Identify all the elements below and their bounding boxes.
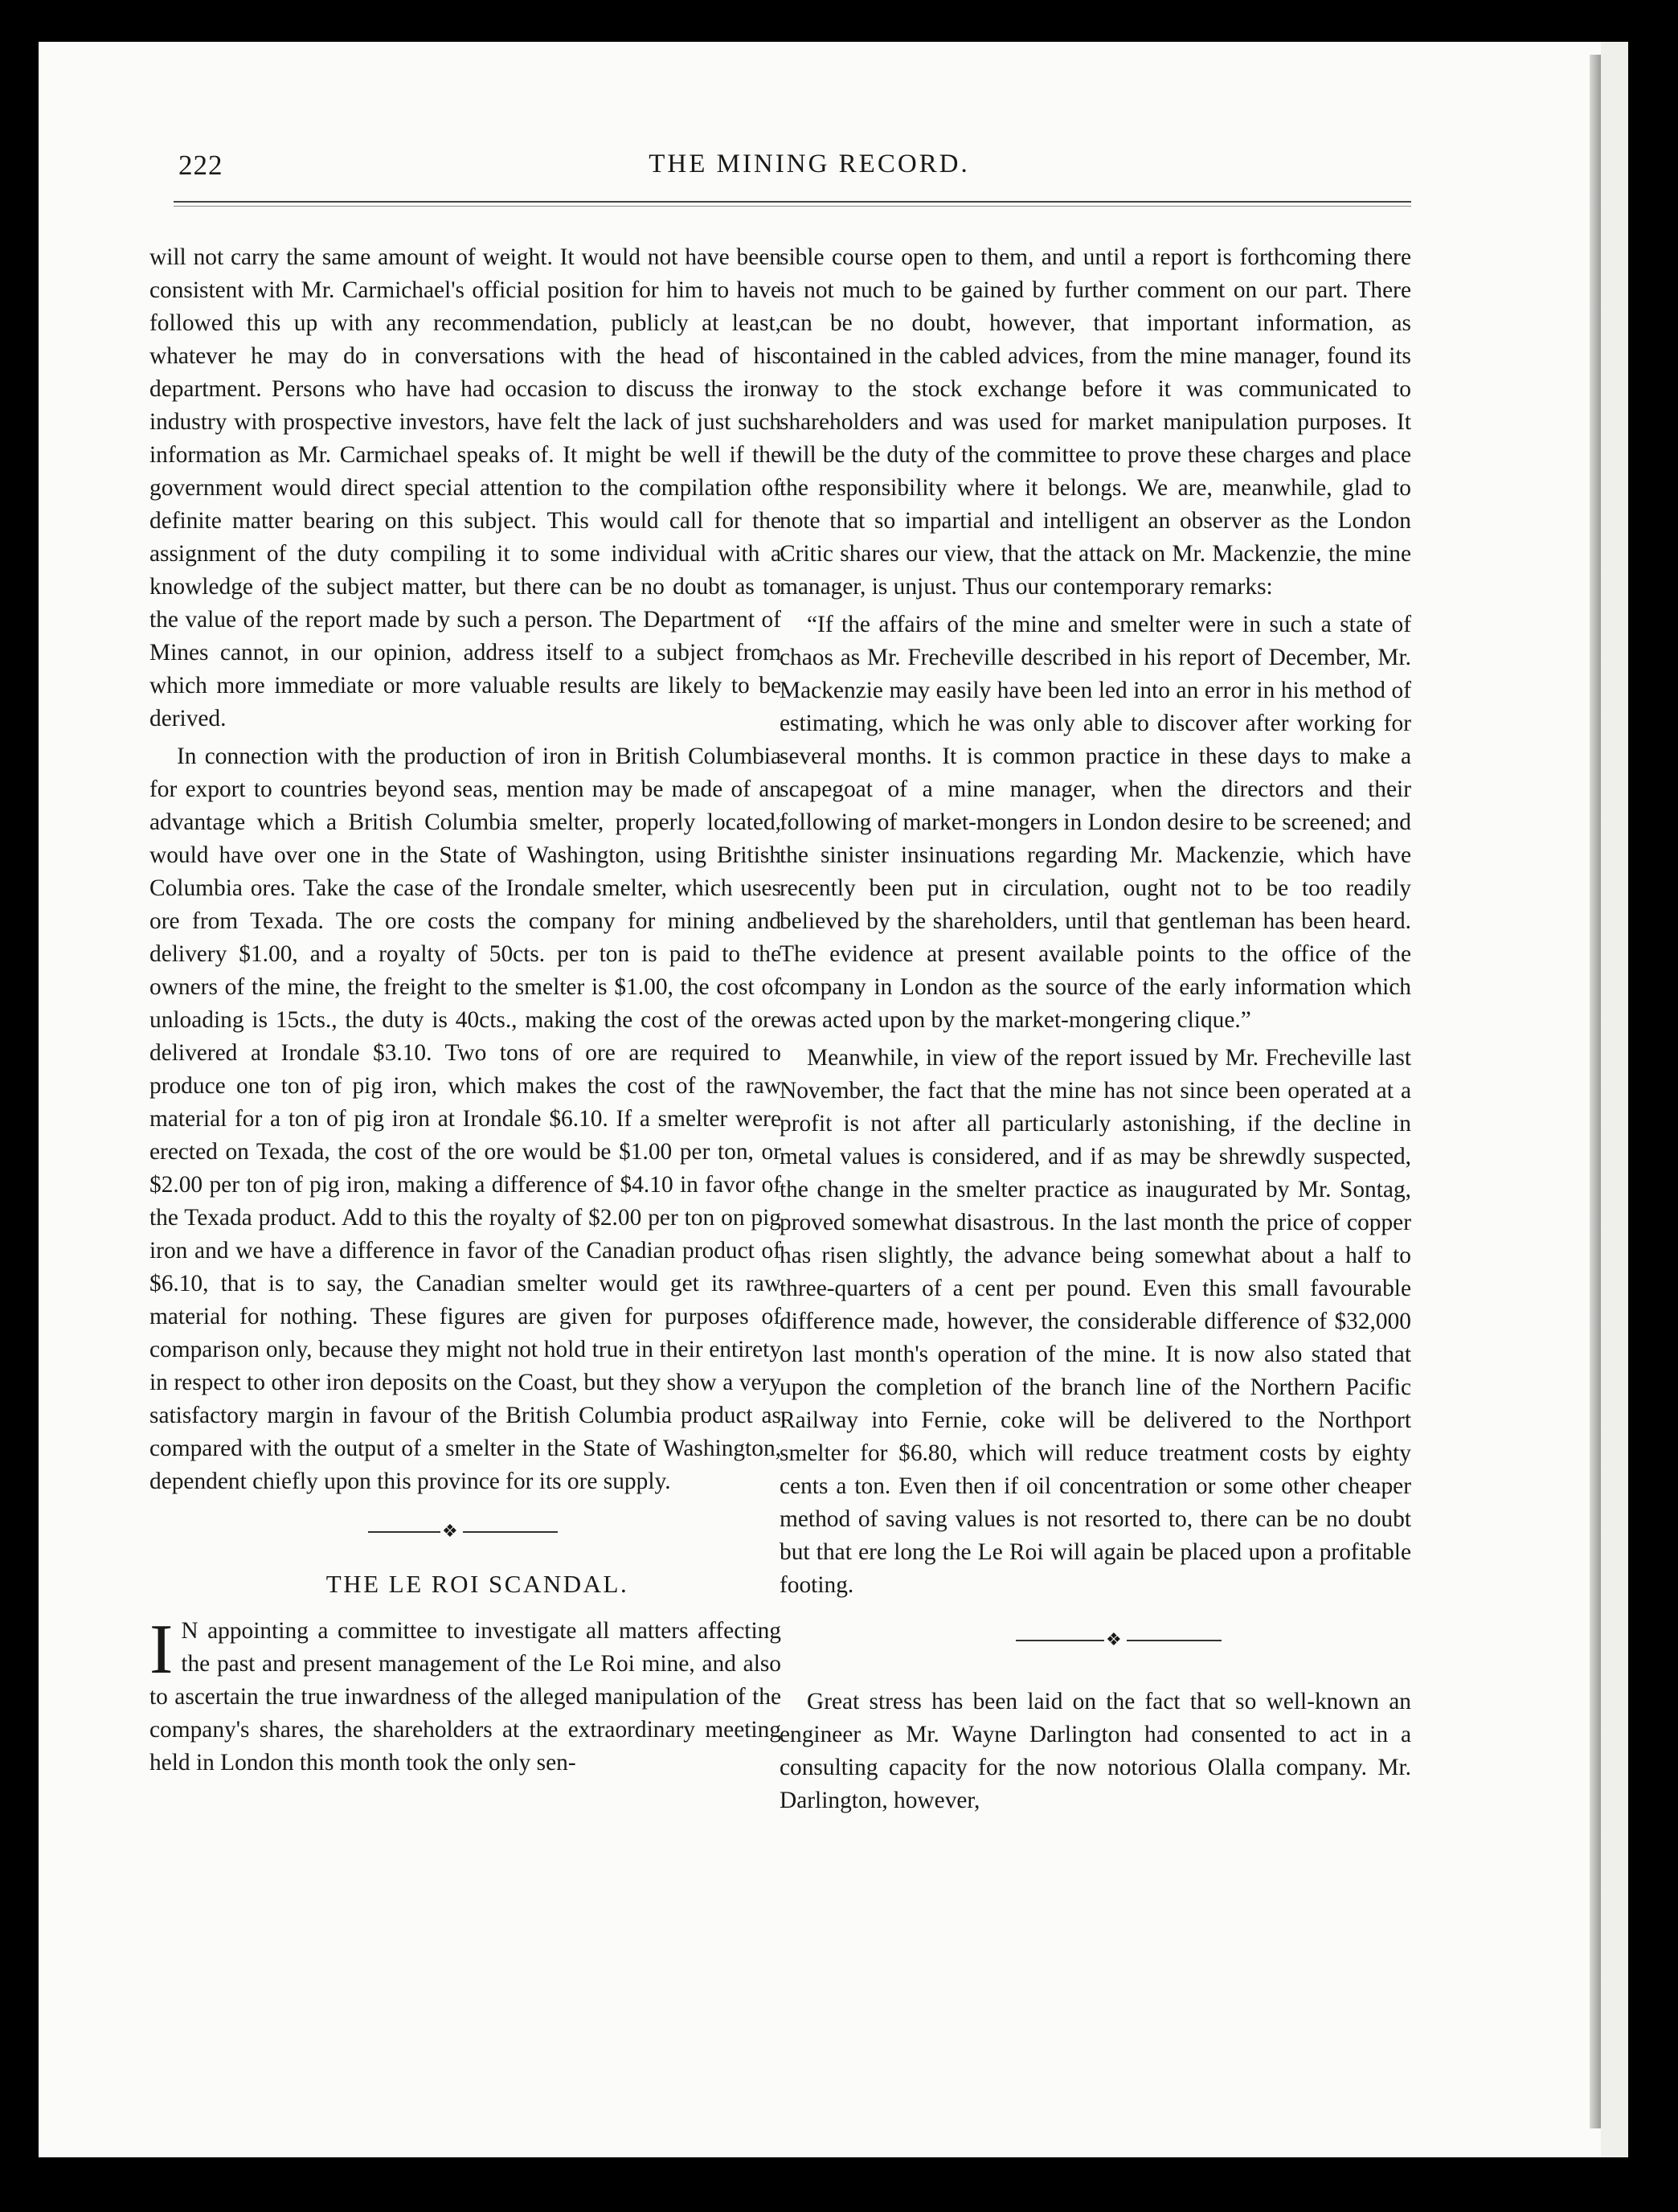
paragraph: Meanwhile, in view of the report issued by Mr. Frecheville last November, the fact that the mine has not since been operated at a profit is not after all particularly astonishing, if the decline in metal values is considered, and if as may be shrewdly suspected, the change in the smelter practice as inaugurated by Mr. Sontag, proved somewhat disastrous. In the last month the price of copper has risen slightly, the advance being somewhat about a half to three-quarters of a cent per pound. Even this small favourable difference made, however, the considerable difference of $32,000 on last month's operation of the mine. It is now also stated that upon the completion of the branch line of the Northern Pacific Railway into Fernie, coke will be delivered to the Northport smelter for $6.80, which will reduce treatment costs by eighty cents a ton. Even then if oil concentration or some other cheaper method of saving values is not resorted to, there can be no doubt but that ere long the Le Roi will again be placed upon a profitable footing. (780, 1045, 1411, 1598)
section-ornament (780, 1626, 1411, 1655)
ornament-line (368, 1531, 440, 1533)
paragraph: Great stress has been laid on the fact that so well-known an engineer as Mr. Wayne Darlington had consented to act in a consulting capacity for the now notorious Olalla company. Mr. Darlington, however, (780, 1689, 1411, 1813)
ornament-line (463, 1531, 558, 1533)
section-title: THE LE ROI SCANDAL. (325, 1570, 629, 1598)
paragraph: “If the affairs of the mine and smelter were in such a state of chaos as Mr. Frecheville described in his report of December, Mr. Mackenzie may easily have been led into an error in his method of estimating, which he was only able to discover after working for several months. It is common practice in these days to make a scapegoat of a mine manager, when the directors and their following of market-mongers in London desire to be screened; and the sinister insinuations regarding Mr. Mackenzie, which have recently been put in circulation, ought not to be too readily believed by the shareholders, until that gentleman has been heard. The evidence at present available points to the office of the company in London as the source of the early information which was acted upon by the market-mongering clique.” (780, 612, 1411, 1033)
paragraph-text: N appointing a committee to investigate all matters affecting the past and present management of the Le Roi mine, and also to ascertain the true inwardness of the alleged manipulation of the company's shares, the shareholders at the extraordinary meeting held in London this month took the only sen- (149, 1618, 781, 1776)
running-title: THE MINING RECORD. (649, 150, 970, 178)
left-column (149, 241, 781, 1780)
ornament-line (1127, 1640, 1222, 1641)
ornament-icon: ❖ (1106, 1629, 1122, 1649)
paragraph (149, 1611, 781, 1780)
page-gutter-shadow (1590, 55, 1601, 2128)
paragraph: In connection with the production of iron in British Columbia for export to countries beyond seas, mention may be made of an advantage which a British Columbia smelter, properly located, would have over one in the State of Washington, using British Columbia ores. Take the case of the Irondale smelter, which uses ore from Texada. The ore costs the company for mining and delivery $1.00, and a royalty of 50cts. per ton is paid to the owners of the mine, the freight to the smelter is $1.00, the cost of unloading is 15cts., the duty is 40cts., making the cost of the ore delivered at Irondale $3.10. Two tons of ore are required to produce one ton of pig iron, which makes the cost of the raw material for a ton of pig iron at Irondale $6.10. If a smelter were erected on Texada, the cost of the ore would be $1.00 per ton, or $2.00 per ton of pig iron, making a difference of $4.10 in favor of the Texada product. Add to this the royalty of $2.00 per ton on pig iron and we have a difference in favor of the Canadian product of $6.10, that is to say, the Canadian smelter would get its raw material for nothing. These figures are given for purposes of comparison only, because they might not hold true in their entirety in respect to other iron deposits on the Coast, but they show a very satisfactory margin in favour of the British Columbia product as compared with the output of a smelter in the State of Washington, dependent chiefly upon this province for its ore supply. (149, 743, 781, 1494)
ornament-line (1016, 1640, 1104, 1641)
facing-page-edge (1601, 42, 1628, 2157)
page-number: 222 (178, 150, 223, 181)
header-rule (174, 201, 1411, 207)
page-header (178, 150, 1408, 190)
right-column (780, 241, 1411, 1817)
drop-cap: I (149, 1611, 174, 1689)
paragraph: will not carry the same amount of weight. It would not have been consistent with Mr. Carmichael's official position for him to have followed this up with any recommendation, publicly at least, whatever he may do in conversations with the head of his department. Persons who have had occasion to discuss the iron industry with prospective investors, have felt the lack of just such information as Mr. Carmichael speaks of. It might be well if the government would direct special attention to the compilation of definite matter bearing on this subject. This would call for the assignment of the duty compiling it to some individual with a knowledge of the subject matter, but there can be no doubt as to the value of the report made by such a person. The Department of Mines cannot, in our opinion, address itself to a subject from which more immediate or more valuable results are likely to be derived. (149, 244, 781, 731)
section-ornament (149, 1518, 781, 1546)
ornament-icon: ❖ (442, 1521, 458, 1541)
paragraph: sible course open to them, and until a report is forthcoming there is not much to be gained by further comment on our part. There can be no doubt, however, that important information, as contained in the cabled advices, from the mine manager, found its way to the stock exchange before it was communicated to shareholders and was used for market manipulation purposes. It will be the duty of the committee to prove these charges and place the responsibility where it belongs. We are, meanwhile, glad to note that so impartial and intelligent an observer as the London Critic shares our view, that the attack on Mr. Mackenzie, the mine manager, is unjust. Thus our contemporary remarks: (780, 244, 1411, 600)
